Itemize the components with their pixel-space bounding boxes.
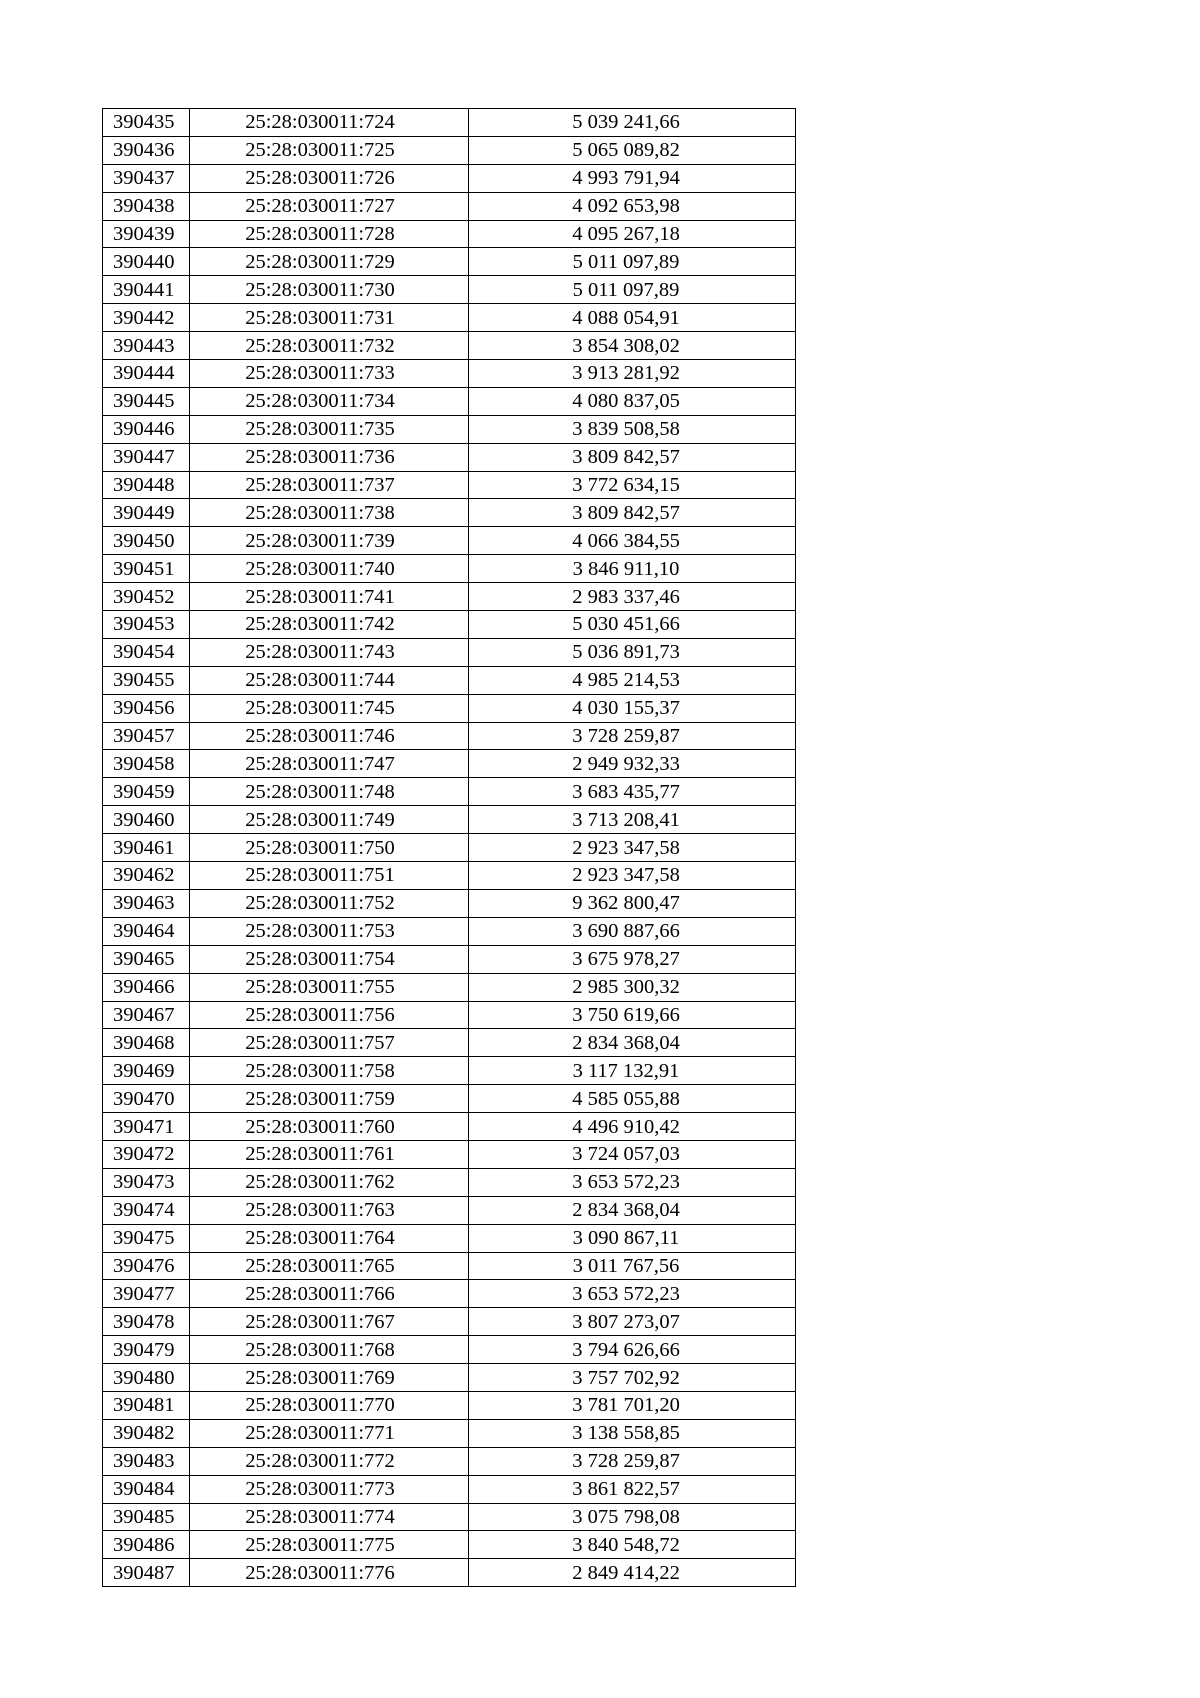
cadastral-value-cell: 2 985 300,32 <box>469 973 796 1001</box>
row-id-cell: 390476 <box>103 1252 190 1280</box>
row-id-cell: 390454 <box>103 638 190 666</box>
table-row <box>103 973 796 1001</box>
row-id-cell: 390486 <box>103 1531 190 1559</box>
cadastral-number-cell: 25:28:030011:770 <box>190 1391 469 1419</box>
row-id-cell: 390437 <box>103 164 190 192</box>
table-row <box>103 1168 796 1196</box>
table-row <box>103 834 796 862</box>
table-row <box>103 583 796 611</box>
table-row <box>103 1336 796 1364</box>
cadastral-value-cell: 3 728 259,87 <box>469 722 796 750</box>
table-row <box>103 694 796 722</box>
table-row <box>103 1364 796 1392</box>
cadastral-value-cell: 2 834 368,04 <box>469 1029 796 1057</box>
row-id-cell: 390442 <box>103 304 190 332</box>
cadastral-value-cell: 4 080 837,05 <box>469 387 796 415</box>
row-id-cell: 390457 <box>103 722 190 750</box>
row-id-cell: 390447 <box>103 443 190 471</box>
cadastral-number-cell: 25:28:030011:734 <box>190 387 469 415</box>
row-id-cell: 390451 <box>103 555 190 583</box>
cadastral-value-cell: 2 849 414,22 <box>469 1559 796 1587</box>
cadastral-value-cell: 5 011 097,89 <box>469 276 796 304</box>
table-row <box>103 443 796 471</box>
cadastral-value-cell: 4 066 384,55 <box>469 527 796 555</box>
table-row <box>103 1001 796 1029</box>
row-id-cell: 390462 <box>103 862 190 890</box>
cadastral-value-cell: 2 949 932,33 <box>469 750 796 778</box>
row-id-cell: 390469 <box>103 1057 190 1085</box>
table-row <box>103 332 796 360</box>
cadastral-number-cell: 25:28:030011:776 <box>190 1559 469 1587</box>
row-id-cell: 390450 <box>103 527 190 555</box>
cadastral-value-cell: 4 088 054,91 <box>469 304 796 332</box>
cadastral-number-cell: 25:28:030011:732 <box>190 332 469 360</box>
cadastral-value-cell: 3 794 626,66 <box>469 1336 796 1364</box>
cadastral-number-cell: 25:28:030011:753 <box>190 917 469 945</box>
cadastral-number-cell: 25:28:030011:725 <box>190 136 469 164</box>
table-row <box>103 248 796 276</box>
table-row <box>103 1252 796 1280</box>
table-row <box>103 527 796 555</box>
row-id-cell: 390474 <box>103 1196 190 1224</box>
row-id-cell: 390475 <box>103 1224 190 1252</box>
cadastral-number-cell: 25:28:030011:749 <box>190 806 469 834</box>
cadastral-number-cell: 25:28:030011:737 <box>190 471 469 499</box>
cadastral-value-cell: 3 861 822,57 <box>469 1475 796 1503</box>
row-id-cell: 390446 <box>103 415 190 443</box>
row-id-cell: 390440 <box>103 248 190 276</box>
cadastral-number-cell: 25:28:030011:727 <box>190 192 469 220</box>
cadastral-number-cell: 25:28:030011:729 <box>190 248 469 276</box>
row-id-cell: 390438 <box>103 192 190 220</box>
table-row <box>103 276 796 304</box>
cadastral-number-cell: 25:28:030011:724 <box>190 109 469 137</box>
cadastral-value-cell: 3 809 842,57 <box>469 499 796 527</box>
table-row <box>103 1196 796 1224</box>
cadastral-number-cell: 25:28:030011:772 <box>190 1447 469 1475</box>
table-row <box>103 722 796 750</box>
cadastral-value-cell: 2 834 368,04 <box>469 1196 796 1224</box>
cadastral-value-cell: 2 983 337,46 <box>469 583 796 611</box>
table-row <box>103 1447 796 1475</box>
table-row <box>103 638 796 666</box>
cadastral-value-cell: 9 362 800,47 <box>469 889 796 917</box>
cadastral-value-cell: 3 075 798,08 <box>469 1503 796 1531</box>
cadastral-number-cell: 25:28:030011:747 <box>190 750 469 778</box>
cadastral-number-cell: 25:28:030011:748 <box>190 778 469 806</box>
row-id-cell: 390467 <box>103 1001 190 1029</box>
table-row <box>103 1503 796 1531</box>
cadastral-value-cell: 4 993 791,94 <box>469 164 796 192</box>
row-id-cell: 390487 <box>103 1559 190 1587</box>
cadastral-number-cell: 25:28:030011:728 <box>190 220 469 248</box>
table-row <box>103 1140 796 1168</box>
cadastral-number-cell: 25:28:030011:774 <box>190 1503 469 1531</box>
row-id-cell: 390472 <box>103 1140 190 1168</box>
cadastral-number-cell: 25:28:030011:731 <box>190 304 469 332</box>
cadastral-number-cell: 25:28:030011:764 <box>190 1224 469 1252</box>
row-id-cell: 390481 <box>103 1391 190 1419</box>
row-id-cell: 390458 <box>103 750 190 778</box>
cadastral-number-cell: 25:28:030011:741 <box>190 583 469 611</box>
cadastral-number-cell: 25:28:030011:761 <box>190 1140 469 1168</box>
cadastral-number-cell: 25:28:030011:766 <box>190 1280 469 1308</box>
cadastral-value-cell: 3 117 132,91 <box>469 1057 796 1085</box>
table-row <box>103 109 796 137</box>
table-row <box>103 220 796 248</box>
cadastral-value-cell: 3 724 057,03 <box>469 1140 796 1168</box>
row-id-cell: 390436 <box>103 136 190 164</box>
cadastral-number-cell: 25:28:030011:775 <box>190 1531 469 1559</box>
table-row <box>103 360 796 388</box>
table-row <box>103 387 796 415</box>
cadastral-value-cell: 3 840 548,72 <box>469 1531 796 1559</box>
row-id-cell: 390443 <box>103 332 190 360</box>
cadastral-value-cell: 3 138 558,85 <box>469 1419 796 1447</box>
cadastral-value-cell: 3 728 259,87 <box>469 1447 796 1475</box>
table-row <box>103 1029 796 1057</box>
row-id-cell: 390464 <box>103 917 190 945</box>
cadastral-number-cell: 25:28:030011:726 <box>190 164 469 192</box>
cadastral-number-cell: 25:28:030011:765 <box>190 1252 469 1280</box>
cadastral-value-cell: 4 030 155,37 <box>469 694 796 722</box>
row-id-cell: 390448 <box>103 471 190 499</box>
table-row <box>103 806 796 834</box>
cadastral-value-cell: 4 585 055,88 <box>469 1085 796 1113</box>
cadastral-number-cell: 25:28:030011:757 <box>190 1029 469 1057</box>
row-id-cell: 390479 <box>103 1336 190 1364</box>
cadastral-value-cell: 3 854 308,02 <box>469 332 796 360</box>
cadastral-number-cell: 25:28:030011:736 <box>190 443 469 471</box>
cadastral-number-cell: 25:28:030011:735 <box>190 415 469 443</box>
row-id-cell: 390471 <box>103 1113 190 1141</box>
table-row <box>103 1224 796 1252</box>
row-id-cell: 390484 <box>103 1475 190 1503</box>
row-id-cell: 390466 <box>103 973 190 1001</box>
table-row <box>103 192 796 220</box>
cadastral-value-cell: 3 690 887,66 <box>469 917 796 945</box>
table-row <box>103 917 796 945</box>
table-row <box>103 1531 796 1559</box>
cadastral-value-cell: 3 809 842,57 <box>469 443 796 471</box>
cadastral-value-cell: 3 653 572,23 <box>469 1168 796 1196</box>
cadastral-number-cell: 25:28:030011:742 <box>190 611 469 639</box>
table-row <box>103 136 796 164</box>
cadastral-value-cell: 4 092 653,98 <box>469 192 796 220</box>
cadastral-number-cell: 25:28:030011:752 <box>190 889 469 917</box>
cadastral-value-cell: 5 011 097,89 <box>469 248 796 276</box>
row-id-cell: 390470 <box>103 1085 190 1113</box>
cadastral-number-cell: 25:28:030011:773 <box>190 1475 469 1503</box>
table-row <box>103 945 796 973</box>
table-row <box>103 415 796 443</box>
cadastral-number-cell: 25:28:030011:762 <box>190 1168 469 1196</box>
cadastral-value-cell: 3 713 208,41 <box>469 806 796 834</box>
table-row <box>103 750 796 778</box>
table-row <box>103 1308 796 1336</box>
cadastral-number-cell: 25:28:030011:759 <box>190 1085 469 1113</box>
table-row <box>103 1559 796 1587</box>
row-id-cell: 390477 <box>103 1280 190 1308</box>
cadastral-value-cell: 3 839 508,58 <box>469 415 796 443</box>
cadastral-number-cell: 25:28:030011:743 <box>190 638 469 666</box>
cadastral-number-cell: 25:28:030011:744 <box>190 666 469 694</box>
cadastral-value-cell: 3 772 634,15 <box>469 471 796 499</box>
row-id-cell: 390478 <box>103 1308 190 1336</box>
row-id-cell: 390455 <box>103 666 190 694</box>
cadastral-value-cell: 3 846 911,10 <box>469 555 796 583</box>
table-row <box>103 304 796 332</box>
row-id-cell: 390444 <box>103 360 190 388</box>
cadastral-number-cell: 25:28:030011:751 <box>190 862 469 890</box>
cadastral-value-cell: 4 496 910,42 <box>469 1113 796 1141</box>
cadastral-value-cell: 5 030 451,66 <box>469 611 796 639</box>
cadastral-value-cell: 4 985 214,53 <box>469 666 796 694</box>
row-id-cell: 390460 <box>103 806 190 834</box>
cadastral-number-cell: 25:28:030011:767 <box>190 1308 469 1336</box>
row-id-cell: 390482 <box>103 1419 190 1447</box>
table-row <box>103 862 796 890</box>
cadastral-number-cell: 25:28:030011:738 <box>190 499 469 527</box>
row-id-cell: 390441 <box>103 276 190 304</box>
cadastral-number-cell: 25:28:030011:745 <box>190 694 469 722</box>
cadastral-number-cell: 25:28:030011:763 <box>190 1196 469 1224</box>
row-id-cell: 390461 <box>103 834 190 862</box>
cadastral-value-cell: 3 683 435,77 <box>469 778 796 806</box>
row-id-cell: 390439 <box>103 220 190 248</box>
table-row <box>103 1085 796 1113</box>
cadastral-value-cell: 3 090 867,11 <box>469 1224 796 1252</box>
row-id-cell: 390480 <box>103 1364 190 1392</box>
table-row <box>103 1475 796 1503</box>
table-row <box>103 164 796 192</box>
cadastral-number-cell: 25:28:030011:750 <box>190 834 469 862</box>
cadastral-number-cell: 25:28:030011:758 <box>190 1057 469 1085</box>
row-id-cell: 390483 <box>103 1447 190 1475</box>
row-id-cell: 390485 <box>103 1503 190 1531</box>
table-row <box>103 1057 796 1085</box>
cadastral-value-cell: 2 923 347,58 <box>469 834 796 862</box>
table-row <box>103 1391 796 1419</box>
cadastral-value-table <box>102 108 796 1587</box>
cadastral-value-cell: 3 750 619,66 <box>469 1001 796 1029</box>
row-id-cell: 390463 <box>103 889 190 917</box>
row-id-cell: 390452 <box>103 583 190 611</box>
cadastral-number-cell: 25:28:030011:771 <box>190 1419 469 1447</box>
cadastral-value-cell: 3 675 978,27 <box>469 945 796 973</box>
cadastral-value-cell: 5 065 089,82 <box>469 136 796 164</box>
cadastral-number-cell: 25:28:030011:769 <box>190 1364 469 1392</box>
cadastral-number-cell: 25:28:030011:733 <box>190 360 469 388</box>
cadastral-number-cell: 25:28:030011:754 <box>190 945 469 973</box>
row-id-cell: 390445 <box>103 387 190 415</box>
row-id-cell: 390449 <box>103 499 190 527</box>
table-row <box>103 471 796 499</box>
table-row <box>103 1113 796 1141</box>
cadastral-value-cell: 3 011 767,56 <box>469 1252 796 1280</box>
cadastral-value-cell: 3 757 702,92 <box>469 1364 796 1392</box>
cadastral-number-cell: 25:28:030011:746 <box>190 722 469 750</box>
table-row <box>103 611 796 639</box>
cadastral-value-cell: 3 807 273,07 <box>469 1308 796 1336</box>
cadastral-value-cell: 5 039 241,66 <box>469 109 796 137</box>
row-id-cell: 390453 <box>103 611 190 639</box>
table-row <box>103 1419 796 1447</box>
cadastral-number-cell: 25:28:030011:739 <box>190 527 469 555</box>
cadastral-value-cell: 2 923 347,58 <box>469 862 796 890</box>
cadastral-number-cell: 25:28:030011:755 <box>190 973 469 1001</box>
row-id-cell: 390465 <box>103 945 190 973</box>
cadastral-number-cell: 25:28:030011:756 <box>190 1001 469 1029</box>
table-body <box>103 109 796 1587</box>
cadastral-value-cell: 4 095 267,18 <box>469 220 796 248</box>
cadastral-value-cell: 5 036 891,73 <box>469 638 796 666</box>
cadastral-value-cell: 3 653 572,23 <box>469 1280 796 1308</box>
table-row <box>103 666 796 694</box>
table-row <box>103 499 796 527</box>
table-row <box>103 1280 796 1308</box>
cadastral-number-cell: 25:28:030011:740 <box>190 555 469 583</box>
table-row <box>103 778 796 806</box>
row-id-cell: 390473 <box>103 1168 190 1196</box>
row-id-cell: 390468 <box>103 1029 190 1057</box>
table-row <box>103 555 796 583</box>
row-id-cell: 390456 <box>103 694 190 722</box>
table-row <box>103 889 796 917</box>
row-id-cell: 390459 <box>103 778 190 806</box>
row-id-cell: 390435 <box>103 109 190 137</box>
cadastral-number-cell: 25:28:030011:768 <box>190 1336 469 1364</box>
cadastral-number-cell: 25:28:030011:730 <box>190 276 469 304</box>
cadastral-value-cell: 3 781 701,20 <box>469 1391 796 1419</box>
cadastral-value-cell: 3 913 281,92 <box>469 360 796 388</box>
cadastral-number-cell: 25:28:030011:760 <box>190 1113 469 1141</box>
